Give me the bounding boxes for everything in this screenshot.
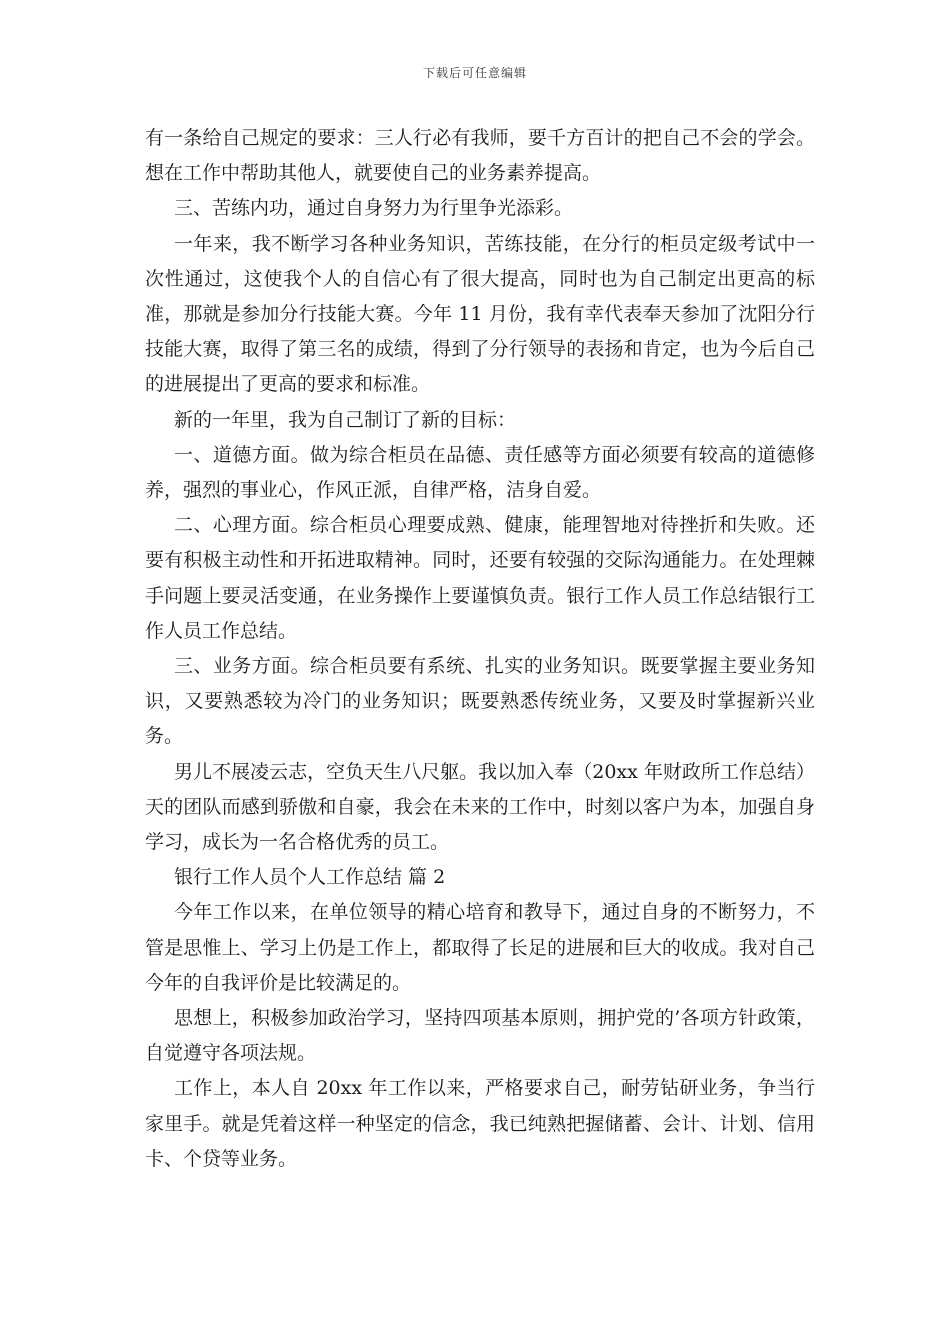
paragraph-business: 三、业务方面。综合柜员要有系统、扎实的业务知识。既要掌握主要业务知识，又要熟悉较为冷门的业务知识；既要熟悉传统业务，又要及时掌握新兴业务。	[145, 655, 815, 748]
section-heading-practice: 三、苦练内功，通过自身努力为行里争光添彩。	[174, 197, 574, 220]
document-body	[145, 121, 815, 1177]
paragraph-new-goals: 新的一年里，我为自己制订了新的目标：	[174, 408, 517, 431]
paragraph-psychology: 二、心理方面。综合柜员心理要成熟、健康，能理智地对待挫折和失败。还要有积极主动性和开拓进取精神。同时，还要有较强的交际沟通能力。在处理棘手问题上要灵活变通，在业务操作上要谨慎负责。银行工作人员工作总结银行工作人员工作总结。	[145, 514, 815, 642]
paragraph-moral: 一、道德方面。做为综合柜员在品德、责任感等方面必须要有较高的道德修养，强烈的事业心，作风正派，自律严格，洁身自爱。	[145, 443, 815, 502]
page-header: 下载后可任意编辑	[422, 66, 527, 80]
paragraph-ambition: 男儿不展凌云志，空负天生八尺躯。我以加入奉（20xx 年财政所工作总结）天的团队而感到骄傲和自豪，我会在未来的工作中，时刻以客户为本，加强自身学习，成长为一名合格优秀的员工。	[145, 760, 815, 854]
paragraph-this-year: 今年工作以来，在单位领导的精心培育和教导下，通过自身的不断努力，不管是思惟上、学习上仍是工作上，都取得了长足的进展和巨大的收成。我对自己今年的自我评价是比较满足的。	[145, 901, 815, 994]
paragraph-skills: 一年来，我不断学习各种业务知识，苦练技能，在分行的柜员定级考试中一次性通过，这使我个人的自信心有了很大提高，同时也为自己制定出更高的标准，那就是参加分行技能大赛。今年 11 月份，我有幸代表奉天参加了沈阳分行技能大赛，取得了第三名的成绩，得到了分行领导的表扬和肯定，也为今后自己的进展提出了更高的要求和标准。	[145, 232, 815, 396]
paragraph-thought: 思想上，积极参加政治学习，坚持四项基本原则，拥护党的’各项方针政策，自觉遵守各项法规。	[145, 1007, 815, 1065]
paragraph-continuation: 有一条给自己规定的要求：三人行必有我师，要千方百计的把自己不会的学会。想在工作中帮助其他人，就要使自己的业务素养提高。	[145, 127, 815, 185]
paragraph-work: 工作上，本人自 20xx 年工作以来，严格要求自己，耐劳钻研业务，争当行家里手。就是凭着这样一种坚定的信念，我已纯熟把握储蓄、会计、计划、信用卡、个贷等业务。	[145, 1077, 815, 1170]
section-title-part-2: 银行工作人员个人工作总结 篇 2	[174, 866, 446, 889]
